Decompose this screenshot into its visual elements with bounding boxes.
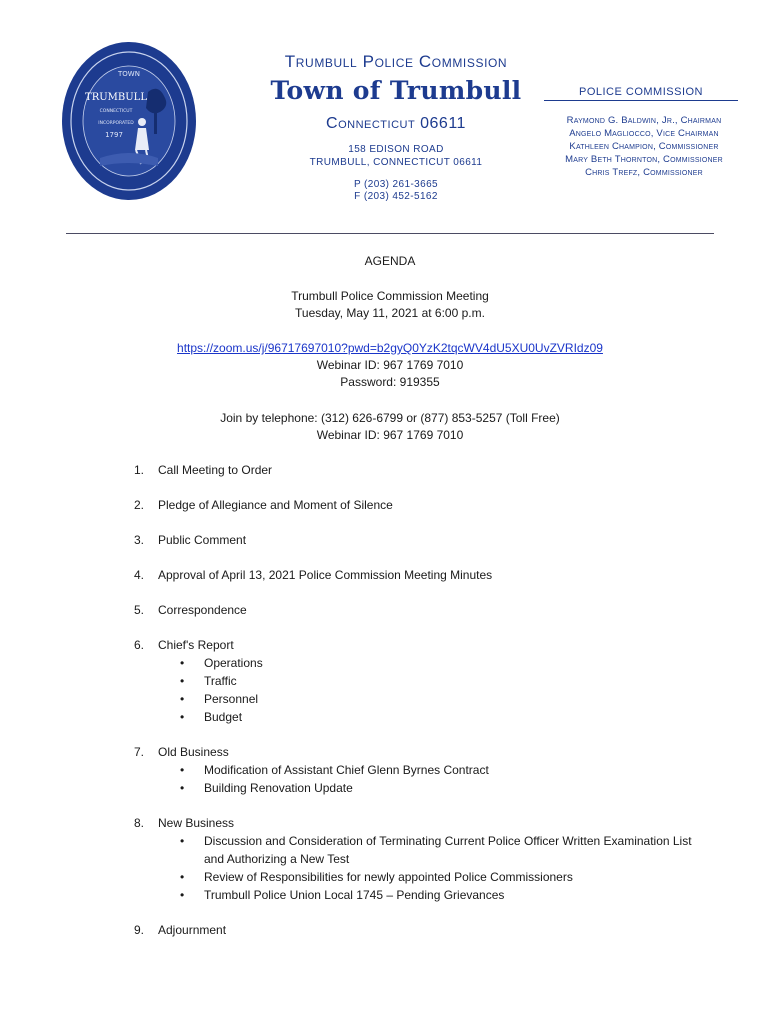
meeting-info: [70, 288, 710, 322]
agenda-subitems: [158, 654, 694, 726]
agenda-subitem: [158, 868, 694, 886]
webinar-id: Webinar ID: 967 1769 7010: [316, 358, 464, 372]
bullet-icon: •: [180, 870, 185, 884]
address-line-2: TRUMBULL, CONNECTICUT 06611: [309, 157, 483, 168]
agenda-subitem-label: Personnel: [204, 692, 259, 706]
agenda-subitem: [158, 761, 694, 779]
agenda-subitem: [158, 779, 694, 797]
seal-emblem-icon: [60, 40, 198, 202]
agenda-item-label: Old Business: [158, 745, 229, 759]
town-seal-logo: [60, 40, 198, 202]
agenda-item-number: 9.: [134, 923, 145, 937]
letterhead-center: [228, 52, 564, 203]
agenda-item-label: New Business: [158, 816, 235, 830]
agenda-item: [134, 461, 694, 479]
agenda-item: [134, 531, 694, 549]
bullet-icon: •: [180, 710, 185, 724]
commission-members-list: [538, 114, 750, 179]
fax-number: F (203) 452-5162: [354, 191, 438, 202]
phone-number: P (203) 261-3665: [353, 179, 439, 190]
agenda-item: [134, 566, 694, 584]
address-block: [228, 143, 564, 169]
agenda-item: [134, 636, 694, 726]
agenda-subitem: [158, 832, 694, 868]
member-line: Angelo Magliocco, Vice Chairman: [569, 128, 719, 139]
contact-block: [228, 179, 564, 203]
seal-state-text: CONNECTICUT: [99, 109, 133, 114]
bullet-icon: •: [180, 763, 185, 777]
agenda-item-number: 6.: [134, 638, 145, 652]
commission-name: Trumbull Police Commission: [284, 52, 508, 71]
seal-year-text: 1797: [105, 131, 123, 139]
agenda-item-number: 7.: [134, 745, 145, 759]
agenda-item-label: Correspondence: [158, 603, 247, 617]
member-line: Chris Trefz, Commissioner: [585, 167, 703, 178]
agenda-item-label: Public Comment: [158, 533, 247, 547]
bullet-icon: •: [180, 656, 185, 670]
agenda-subitem: [158, 672, 694, 690]
agenda-subitem: [158, 690, 694, 708]
member-line: Kathleen Champion, Commissioner: [569, 141, 719, 152]
agenda-item-number: 4.: [134, 568, 145, 582]
agenda-items-list: [134, 461, 694, 956]
agenda-item-label: Adjournment: [158, 923, 227, 937]
agenda-subitem-label: Discussion and Consideration of Terminating Current Police Officer Written Examination List and Authorizing a New Test: [204, 834, 692, 866]
agenda-subitem-label: Modification of Assistant Chief Glenn Byrnes Contract: [204, 763, 489, 777]
agenda-item: [134, 743, 694, 797]
agenda-item-number: 2.: [134, 498, 145, 512]
agenda-subitem-label: Trumbull Police Union Local 1745 – Pending Grievances: [204, 888, 505, 902]
telephone-info: [70, 410, 710, 444]
agenda-item-label: Approval of April 13, 2021 Police Commission Meeting Minutes: [158, 568, 493, 582]
town-name-heading: Town of Trumbull: [270, 76, 522, 105]
commission-panel-title: POLICE COMMISSION: [544, 86, 738, 101]
agenda-subitems: [158, 832, 694, 904]
webinar-password: Password: 919355: [340, 375, 440, 389]
agenda-item-number: 3.: [134, 533, 145, 547]
agenda-subitem: [158, 886, 694, 904]
member-line: Mary Beth Thornton, Commissioner: [565, 154, 723, 165]
agenda-subitem-label: Review of Responsibilities for newly appointed Police Commissioners: [204, 870, 573, 884]
bullet-icon: •: [180, 888, 185, 902]
bullet-icon: •: [180, 781, 185, 795]
meeting-name: Trumbull Police Commission Meeting: [291, 289, 489, 303]
agenda-subitem-label: Traffic: [204, 674, 237, 688]
agenda-item: [134, 496, 694, 514]
agenda-item-label: Chief's Report: [158, 638, 234, 652]
agenda-subitem: [158, 708, 694, 726]
agenda-item-number: 1.: [134, 463, 145, 477]
bullet-icon: •: [180, 674, 185, 688]
member-line: Raymond G. Baldwin, Jr., Chairman: [566, 115, 722, 126]
agenda-subitem-label: Operations: [204, 656, 263, 670]
seal-incorporated-text: INCORPORATED: [98, 121, 134, 126]
webinar-id-repeat: Webinar ID: 967 1769 7010: [316, 428, 464, 442]
meeting-date: Tuesday, May 11, 2021 at 6:00 p.m.: [295, 306, 485, 320]
agenda-item: [134, 601, 694, 619]
agenda-subitem-label: Building Renovation Update: [204, 781, 353, 795]
commission-panel: [538, 86, 750, 179]
agenda-item: [134, 814, 694, 904]
agenda-item: [134, 921, 694, 939]
bullet-icon: •: [180, 692, 185, 706]
bullet-icon: •: [180, 834, 185, 848]
agenda-subitems: [158, 761, 694, 797]
state-line: Connecticut 06611: [326, 115, 466, 132]
address-line-1: 158 EDISON ROAD: [348, 144, 444, 155]
agenda-subitem: [158, 654, 694, 672]
agenda-item-label: Pledge of Allegiance and Moment of Silence: [158, 498, 393, 512]
agenda-item-label: Call Meeting to Order: [158, 463, 273, 477]
agenda-title: AGENDA: [364, 254, 416, 268]
zoom-info: [70, 340, 710, 391]
agenda-item-number: 5.: [134, 603, 145, 617]
seal-name-text: TRUMBULL: [85, 92, 147, 103]
agenda-item-number: 8.: [134, 816, 145, 830]
header-divider: [66, 233, 714, 234]
zoom-link[interactable]: https://zoom.us/j/96717697010?pwd=b2gyQ0YzK2tqcWV4dU5XU0UvZVRIdz09: [177, 341, 603, 355]
seal-top-text: TOWN: [118, 70, 140, 78]
agenda-subitem-label: Budget: [204, 710, 243, 724]
telephone-numbers: Join by telephone: (312) 626-6799 or (877) 853-5257 (Toll Free): [220, 411, 560, 425]
